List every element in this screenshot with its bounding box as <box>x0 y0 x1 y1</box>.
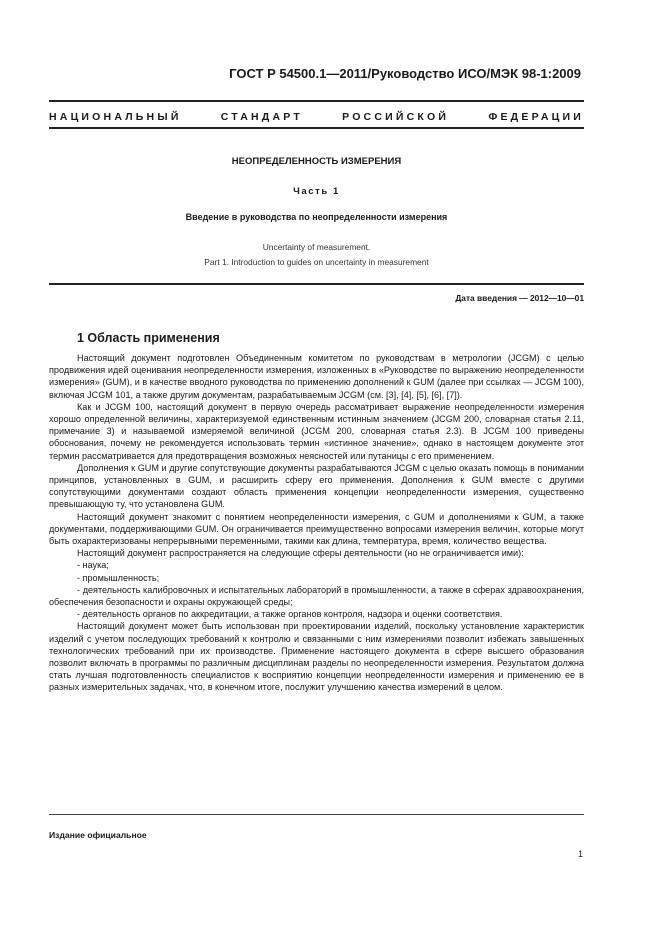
list-item: - деятельность органов по аккредитации, а также органов контроля, надзора и оценки соответствия. <box>77 609 503 620</box>
document-code: ГОСТ Р 54500.1—2011/Руководство ИСО/МЭК 98-1:2009 <box>229 66 581 81</box>
list-item: - деятельность калибровочных и испытательных лабораторий в промышленности, а также в сферах здравоохранения, обеспечения безопасности и охраны окружающей среды; <box>49 584 584 608</box>
section-body <box>49 352 584 694</box>
paragraph: Как и JCGM 100, настоящий документ в первую очередь рассматривает выражение неопределенности измерения хорошо определенной величины, характеризуемой единственным истинным значением (JCGM 200, словарная статья 2.11, примечание 3) и называемой измеряемой величиной (JCGM 200, словарная статья 2.3). В JCGM 100 приведены обоснования, почему не рекомендуется использовать термин «истинное значение», однако в настоящем документе этот термин рассматривается для предотвращения возможных неясностей или путаницы с его применением. <box>49 401 584 461</box>
list-item: - наука; <box>77 560 109 571</box>
national-standard-banner: НАЦИОНАЛЬНЫЙ СТАНДАРТ РОССИЙСКОЙ ФЕДЕРАЦИИ <box>49 111 584 123</box>
english-part: Part 1. Introduction to guides on uncertainty in measurement <box>204 257 429 267</box>
document-subtitle: Введение в руководства по неопределенности измерения <box>185 212 448 222</box>
edition-label: Издание официальное <box>49 830 147 840</box>
page-number: 1 <box>577 849 583 859</box>
document-part: Часть 1 <box>293 186 340 197</box>
paragraph: Настоящий документ распространяется на следующие сферы деятельности (но не ограничивается ими): <box>77 548 524 559</box>
title-rule <box>49 283 584 285</box>
header-rule <box>49 100 584 102</box>
banner-rule <box>49 127 584 129</box>
section-heading: 1 Область применения <box>77 331 220 345</box>
effective-date: Дата введения — 2012—10—01 <box>455 293 584 303</box>
paragraph: Настоящий документ знакомит с понятием неопределенности измерения, с GUM и дополнениями к GUM, а также документами, поддерживающими GUM. Он ограничивается преимущественно вопросами измерения величин, которые могут быть охарактеризованы непрерывными переменными, такими как длина, температура, время, количество вещества. <box>49 511 584 547</box>
list-item: - промышленность; <box>77 572 160 583</box>
paragraph: Дополнения к GUM и другие сопутствующие документы разрабатываются JCGM с целью оказать помощь в понимании принципов, установленных в GUM, и расширить сферу его применения. Дополнения к GUM вместе с другими сопутствующими документами создают область применения концепции неопределенности измерения, существенно превышающую ту, что установлена GUM. <box>49 462 584 510</box>
document-title: НЕОПРЕДЕЛЕННОСТЬ ИЗМЕРЕНИЯ <box>231 156 402 167</box>
english-title-block <box>49 240 584 270</box>
english-title: Uncertainty of measurement. <box>262 242 371 252</box>
footer-rule <box>49 814 584 815</box>
paragraph: Настоящий документ может быть использован при проектировании изделий, поскольку установление характеристик изделий с учетом последующих требований к контролю и связанными с ним измерениями позволит избежать завышенных технологических требований при их производстве. Применение настоящего документа в сфере высшего образования позволит включать в программы по различным дисциплинам разделы по неопределенности измерения. Результатом должна стать лучшая подготовленность специалистов к восприятию концепции неопределенности измерения и применению ее в разных измерительных задачах, что, в конечном итоге, послужит улучшению качества измерений в целом. <box>49 621 584 693</box>
paragraph: Настоящий документ подготовлен Объединенным комитетом по руководствам в метрологии (JCGM) с целью продвижения идей оценивания неопределенности измерения, изложенных в «Руководстве по выражению неопределенности измерения» (GUM), и в качестве вводного руководства по применению дополнений к GUM (далее при ссылках — JCGM 100), включая JCGM 101, а также другим документам, разрабатываемым JCGM (см. [3], [4], [5], [6], [7]). <box>49 353 584 400</box>
